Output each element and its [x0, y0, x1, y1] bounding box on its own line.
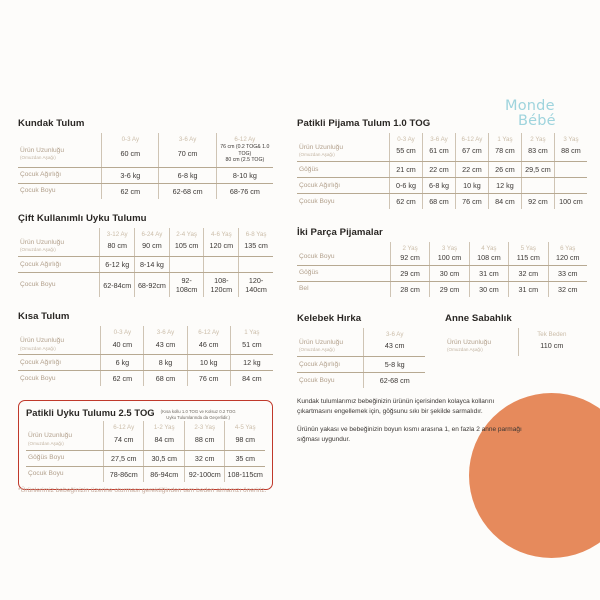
row-label-cell: Ürün Uzunluğu (Omuzdan Aşağı) [18, 144, 102, 168]
table-row [18, 273, 273, 298]
table-cell [204, 257, 239, 273]
table-row [18, 337, 273, 355]
table-cell: 92 cm [390, 253, 429, 266]
row-label-cell [297, 242, 390, 253]
table-cell: 43 cm [364, 339, 425, 357]
table-cell: 108-120cm [204, 273, 239, 298]
table-row [297, 178, 587, 194]
section-title: Patikli Pijama Tulum 1.0 TOG [297, 118, 431, 129]
table-cell: 92-108cm [169, 273, 204, 298]
table-patikli-pijama [297, 133, 587, 209]
table-cell: 31 cm [469, 265, 508, 281]
table-row [297, 373, 425, 389]
table-row [18, 168, 273, 184]
table-cell: 105 cm [169, 239, 204, 257]
table-header-row [26, 421, 265, 432]
table-cell: 32 cm [557, 284, 578, 294]
table-cell: 92 cm [521, 194, 554, 210]
table-header-row [18, 133, 273, 144]
row-label-cell [297, 328, 364, 339]
table-cell: 108 cm [469, 253, 508, 266]
row-label-cell: Çocuk Ağırlığı [18, 257, 100, 273]
row-label-cell: Çocuk Boyu [18, 371, 101, 387]
table-row [18, 144, 273, 168]
table-cell: 0-6 kg [390, 178, 423, 194]
column-header: 3-6 Ay [159, 133, 216, 144]
table-row [297, 281, 587, 297]
table-cell: 62 cm [101, 371, 144, 387]
table-row [18, 184, 273, 200]
table-cell: 32 cm [509, 265, 548, 281]
column-header: 2-4 Yaş [169, 228, 204, 239]
table-cell: 78-86cm [104, 466, 144, 482]
bottom-tables-row [297, 313, 587, 388]
section-cift-kullanimli [18, 213, 273, 297]
table-cell: 30,5 cm [144, 450, 184, 466]
table-cell: 120-140cm [245, 276, 267, 295]
table-cift-kullanimli [18, 228, 273, 297]
table-cell: 43 cm [144, 337, 187, 355]
table-cell: 30 cm [430, 265, 469, 281]
table-cell: 33 cm [548, 265, 587, 281]
table-row [26, 466, 265, 482]
table-header-row [297, 328, 425, 339]
table-cell [554, 162, 587, 178]
table-cell: 68-76 cm [229, 187, 260, 196]
table-row [297, 357, 425, 373]
row-label-cell: Ürün Uzunluğu (Omuzdan Aşağı) [297, 144, 390, 162]
column-header: 6-24 Ay [135, 228, 170, 239]
column-header: 0-3 Ay [101, 326, 144, 337]
row-label-sub: (Omuzdan Aşağı) [20, 345, 56, 351]
row-label-cell [18, 228, 100, 239]
table-cell: 100 cm [559, 197, 583, 207]
column-header: 3 Yaş [563, 136, 579, 143]
table-row [26, 450, 265, 466]
table-cell: 83 cm [521, 144, 554, 162]
table-cell: 84 cm [488, 194, 521, 210]
table-cell: 60 cm [102, 144, 159, 168]
left-column [18, 118, 273, 490]
row-label-sub: (Omuzdan Aşağı) [447, 347, 483, 353]
table-cell: 62-84cm [100, 273, 135, 298]
table-header-row [297, 133, 587, 144]
row-label-cell: Çocuk Boyu [297, 253, 390, 266]
table-row [18, 239, 273, 257]
table-cell: 27,5 cm [104, 450, 144, 466]
table-cell: 12 kg [230, 355, 273, 371]
table-cell: 135 cm [239, 239, 273, 257]
table-cell: 5-8 kg [364, 357, 425, 373]
section-iki-parca [297, 227, 587, 297]
table-iki-parca [297, 242, 587, 297]
paragraph-kundak-info: Kundak tulumlarımız bebeğinizin ürünün içerisinden kolayca kollarını çıkartmasını engellemek için, göğsunu sıkı bir şekilde sarmalıdır. [297, 398, 495, 416]
column-header: Tek Beden [537, 330, 567, 338]
table-kisa-tulum [18, 326, 273, 386]
table-cell: 98 cm [225, 432, 265, 450]
table-cell: 62 cm [390, 194, 423, 210]
table-cell: 31 cm [509, 281, 548, 297]
footnote: *Ürünlerimiz bebeğinizin üzerine oturması gerektiğinden tam beden almanızı öneririz. [18, 487, 267, 494]
row-label-cell: Ürün Uzunluğu (Omuzdan Aşağı) [18, 239, 100, 257]
table-kundak-tulum [18, 133, 273, 199]
table-header-row [297, 242, 587, 253]
table-kelebek-hirka [297, 328, 425, 388]
table-cell: 40 cm [101, 337, 144, 355]
section-kisa-tulum [18, 311, 273, 386]
brand-logo-line1: Monde [505, 98, 555, 114]
table-cell: 10 kg [455, 178, 488, 194]
column-header: 3-6 Ay [422, 133, 455, 144]
table-cell: 28 cm [390, 281, 429, 297]
column-header: 1 Yaş [488, 133, 521, 144]
table-cell: 62 cm [102, 184, 159, 200]
table-cell: 46 cm [187, 337, 230, 355]
brand-logo-line2: Bébé [518, 112, 556, 129]
table-cell: 61 cm [422, 144, 455, 162]
row-label-sub: (Omuzdan Aşağı) [299, 152, 335, 158]
right-column [297, 118, 587, 445]
table-row [445, 339, 585, 356]
section-title: Anne Sabahlık [445, 312, 512, 324]
table-cell: 76 cm [187, 371, 230, 387]
row-label-sub: (Omuzdan Aşağı) [28, 440, 64, 446]
table-cell: 32 cm [184, 450, 224, 466]
table-cell: 108-115cm [227, 469, 263, 479]
table-cell: 62-68 cm [159, 184, 216, 200]
row-label-sub: (Omuzdan Aşağı) [299, 347, 335, 353]
table-cell: 78 cm [488, 144, 521, 162]
table-cell: 120 cm [204, 239, 239, 257]
column-header: 2 Yaş [390, 242, 429, 253]
table-cell: 35 cm [225, 450, 265, 466]
table-row [297, 265, 587, 281]
column-header: 6 Yaş [560, 245, 576, 253]
table-cell: 12 kg [488, 178, 521, 194]
table-row [18, 355, 273, 371]
table-cell: 3-6 kg [102, 168, 159, 184]
table-row [297, 162, 587, 178]
table-cell: 29,5 cm [521, 162, 554, 178]
row-label-sub: (Omuzdan Aşağı) [20, 155, 56, 161]
table-cell [239, 257, 273, 273]
table-cell: 6-8 kg [159, 168, 216, 184]
table-cell: 115 cm [509, 253, 548, 266]
column-header: 4 Yaş [469, 242, 508, 253]
table-cell: 21 cm [390, 162, 423, 178]
column-header: 1-2 Yaş [144, 421, 184, 432]
column-header: 0-3 Ay [390, 133, 423, 144]
section-patikli-pijama [297, 118, 587, 209]
table-row [297, 253, 587, 266]
row-label-cell [26, 421, 104, 432]
table-cell: 8 kg [144, 355, 187, 371]
table-cell: 29 cm [430, 281, 469, 297]
table-cell: 6 kg [101, 355, 144, 371]
table-cell: 100 cm [430, 253, 469, 266]
row-label-cell: Çocuk Boyu [297, 194, 390, 210]
table-cell: 84 cm [242, 374, 262, 384]
column-header: 4-5 Yaş [234, 424, 256, 432]
table-cell: 68-92cm [135, 273, 170, 298]
row-label-sub: (Omuzdan Aşağı) [20, 247, 56, 253]
table-cell: 8-14 kg [135, 257, 170, 273]
table-cell: 62-68 cm [379, 376, 410, 386]
table-cell: 90 cm [135, 239, 170, 257]
section-anne-sabahlik [445, 313, 585, 388]
column-header: 3-6 Ay [385, 330, 404, 338]
section-patikli-uyku-highlighted [18, 400, 273, 489]
table-cell: 51 cm [230, 337, 273, 355]
table-cell: 70 cm [159, 144, 216, 168]
table-cell: 74 cm [104, 432, 144, 450]
column-header: 2 Yaş [521, 133, 554, 144]
row-label-cell: Çocuk Ağırlığı [297, 178, 390, 194]
column-header: 3 Yaş [430, 242, 469, 253]
table-cell: 86-94cm [144, 466, 184, 482]
table-row [26, 432, 265, 450]
table-row [297, 194, 587, 210]
table-row [297, 144, 587, 162]
row-label-cell: Göğüs Boyu [26, 450, 104, 466]
row-label-cell [445, 328, 518, 339]
table-cell [554, 178, 587, 194]
table-cell: 8-10 kg [216, 168, 273, 184]
row-label-cell: Çocuk Ağırlığı [297, 357, 364, 373]
column-header: 6-12 Ay [455, 133, 488, 144]
row-label-cell: Çocuk Ağırlığı [18, 168, 102, 184]
column-header: 0-3 Ay [102, 133, 159, 144]
row-label-cell [18, 326, 101, 337]
table-header-row [18, 326, 273, 337]
table-cell: 10 kg [187, 355, 230, 371]
table-row [18, 371, 273, 387]
row-label-cell: Çocuk Boyu [297, 373, 364, 389]
highlight-title-row [26, 407, 265, 421]
table-cell: 22 cm [455, 162, 488, 178]
table-header-row [445, 328, 585, 339]
section-note: (Kısa kollu 1.0 TOG ve Kolsuz 0.2 TOG Uyku Tulumlarında da Geçerlidir.) [160, 408, 236, 420]
column-header: 6-12 Ay [187, 326, 230, 337]
table-cell: 110 cm [540, 341, 564, 351]
section-kundak-tulum [18, 118, 273, 199]
section-title: Patikli Uyku Tulumu 2.5 TOG [26, 407, 155, 419]
paragraph-yaka-info: Ürünün yakası ve bebeğinizin boyun kısmı arasına 1, en fazla 2 anne parmağı sığması uygundur. [297, 426, 522, 444]
row-label-cell: Göğüs [297, 162, 390, 178]
column-header: 3-6 Ay [144, 326, 187, 337]
table-cell: 22 cm [422, 162, 455, 178]
table-cell: 26 cm [488, 162, 521, 178]
column-header: 6-8 Yaş [245, 231, 267, 238]
table-anne-sabahlik [445, 328, 585, 356]
column-header: 6-12 Ay [234, 136, 256, 143]
row-label-cell: Bel [297, 281, 390, 297]
table-header-row [18, 228, 273, 239]
row-label-cell: Ürün Uzunluğu (Omuzdan Aşağı) [26, 432, 104, 450]
section-title: İki Parça Pijamalar [297, 227, 383, 239]
table-cell: 68 cm [144, 371, 187, 387]
section-title: Kundak Tulum [18, 118, 85, 129]
row-label-cell: Çocuk Boyu [18, 184, 102, 200]
row-label-cell: Çocuk Boyu [26, 466, 104, 482]
table-cell: 55 cm [390, 144, 423, 162]
column-header: 2-3 Yaş [184, 421, 224, 432]
section-title: Kısa Tulum [18, 311, 70, 323]
table-cell: 76 cm (0.2 TOG& 1.0 TOG) 80 cm (2.5 TOG) [216, 144, 273, 168]
table-cell: 76 cm [455, 194, 488, 210]
table-cell: 29 cm [390, 265, 429, 281]
section-kelebek-hirka [297, 313, 425, 388]
table-patikli-uyku [26, 421, 265, 481]
table-cell: 88 cm [554, 144, 587, 162]
row-label-cell: Ürün Uzunluğu (Omuzdan Aşağı) [445, 339, 518, 356]
row-label-cell: Çocuk Ağırlığı [18, 355, 101, 371]
column-header: 6-12 Ay [104, 421, 144, 432]
table-cell: 88 cm [184, 432, 224, 450]
row-label-cell: Çocuk Boyu [18, 273, 100, 298]
table-cell: 84 cm [144, 432, 184, 450]
table-cell: 6-8 kg [422, 178, 455, 194]
table-cell: 6-12 kg [100, 257, 135, 273]
section-title: Kelebek Hırka [297, 312, 362, 324]
row-label-cell [18, 133, 102, 144]
table-cell: 68 cm [422, 194, 455, 210]
table-cell: 120 cm [548, 253, 587, 266]
row-label-cell: Göğüs [297, 265, 390, 281]
section-title: Çift Kullanımlı Uyku Tulumu [18, 213, 147, 224]
table-cell [521, 178, 554, 194]
row-label-cell: Ürün Uzunluğu (Omuzdan Aşağı) [297, 339, 364, 357]
column-header: 5 Yaş [509, 242, 548, 253]
table-cell: 80 cm [100, 239, 135, 257]
table-cell: 92-100cm [184, 466, 224, 482]
column-header: 3-12 Ay [100, 228, 135, 239]
table-row [18, 257, 273, 273]
column-header: 4-6 Yaş [204, 228, 239, 239]
row-label-cell: Ürün Uzunluğu (Omuzdan Aşağı) [18, 337, 101, 355]
table-cell [169, 257, 204, 273]
table-cell: 30 cm [469, 281, 508, 297]
table-cell: 67 cm [455, 144, 488, 162]
table-row [297, 339, 425, 357]
column-header: 1 Yaş [244, 329, 260, 337]
row-label-cell [297, 133, 390, 144]
